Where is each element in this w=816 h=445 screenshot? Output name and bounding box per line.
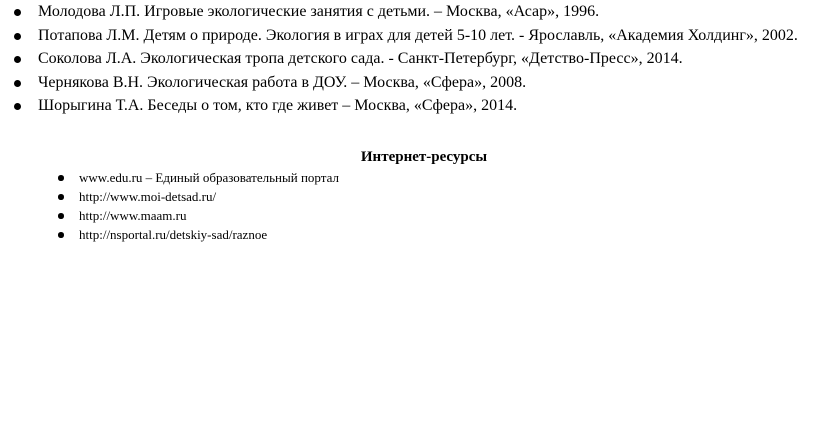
list-item [0,24,816,48]
list-item [0,47,816,71]
literature-entry: Потапова Л.М. Детям о природе. Экология в играх для детей 5-10 лет. - Ярославль, «Академия Холдинг», 2002. [38,26,798,44]
list-item [0,225,816,244]
list-item [0,168,816,187]
internet-resources-list [0,168,816,244]
resource-link[interactable]: http://www.moi-detsad.ru/ [79,189,217,204]
internet-resources-heading: Интернет-ресурсы [360,149,488,165]
literature-list [0,0,816,118]
list-item [0,206,816,225]
resource-link[interactable]: http://nsportal.ru/detskiy-sad/raznoe [79,227,268,242]
literature-entry: Молодова Л.П. Игровые экологические занятия с детьми. – Москва, «Асар», 1996. [38,3,600,20]
bullet-icon [14,9,21,16]
bullet-icon [58,194,64,200]
list-item [0,187,816,206]
list-item [0,71,816,95]
bullet-icon [14,103,21,110]
bullet-icon [58,175,64,181]
bullet-icon [14,80,21,87]
resource-link[interactable]: http://www.maam.ru [79,208,187,223]
bullet-icon [58,232,64,238]
resource-entry: www.edu.ru – Единый образовательный портал [79,170,339,185]
literature-entry: Соколова Л.А. Экологическая тропа детского сада. - Санкт-Петербург, «Детство-Пресс», 2014. [38,50,683,67]
bullet-icon [14,33,21,40]
literature-entry: Чернякова В.Н. Экологическая работа в ДОУ. – Москва, «Сфера», 2008. [38,73,527,91]
list-item [0,94,816,118]
literature-entry: Шорыгина Т.А. Беседы о том, кто где живет – Москва, «Сфера», 2014. [38,97,518,114]
list-item [0,0,816,24]
bullet-icon [14,56,21,63]
bullet-icon [58,213,64,219]
